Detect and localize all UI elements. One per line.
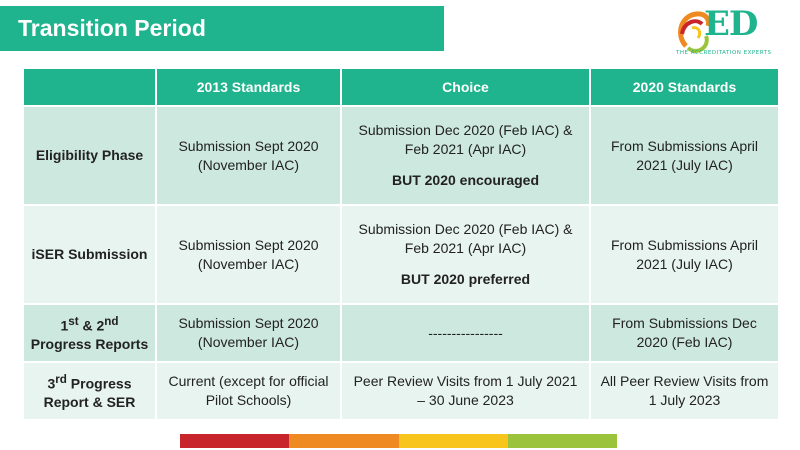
cell-choice: [341, 205, 590, 304]
header-2020: 2020 Standards: [590, 68, 779, 106]
cell-2013: Submission Sept 2020 (November IAC): [156, 205, 341, 304]
cell-2020: From Submissions Dec 2020 (Feb IAC): [590, 304, 779, 362]
table-row: [23, 205, 779, 304]
table-row: [23, 362, 779, 420]
logo-tagline: THE ACCREDITATION EXPERTS: [676, 50, 772, 56]
choice-text: Submission Dec 2020 (Feb IAC) & Feb 2021 (Apr IAC): [358, 122, 573, 157]
cell-2020: All Peer Review Visits from 1 July 2023: [590, 362, 779, 420]
color-bar: [180, 434, 617, 448]
header-blank: [23, 68, 156, 106]
row-label: 3rd Progress Report & SER: [23, 362, 156, 420]
header-choice: Choice: [341, 68, 590, 106]
logo-text: ED: [704, 4, 758, 44]
row-label: 1st & 2nd Progress Reports: [23, 304, 156, 362]
choice-text: Submission Dec 2020 (Feb IAC) & Feb 2021 (Apr IAC): [358, 221, 573, 256]
row-label: Eligibility Phase: [23, 106, 156, 205]
table-row: [23, 106, 779, 205]
row-label: iSER Submission: [23, 205, 156, 304]
cell-choice: ----------------: [341, 304, 590, 362]
bar-segment-yellow: [399, 434, 508, 448]
choice-note: BUT 2020 preferred: [400, 271, 531, 287]
cell-2013: Current (except for official Pilot Schools): [156, 362, 341, 420]
slide-title: Transition Period: [18, 15, 206, 41]
bar-segment-red: [180, 434, 289, 448]
cell-choice: [341, 106, 590, 205]
bar-segment-green: [508, 434, 617, 448]
cell-choice: Peer Review Visits from 1 July 2021 – 30 June 2023: [341, 362, 590, 420]
cell-2020: From Submissions April 2021 (July IAC): [590, 205, 779, 304]
table-row: [23, 304, 779, 362]
cell-2020: From Submissions April 2021 (July IAC): [590, 106, 779, 205]
transition-table: [22, 67, 780, 421]
cell-2013: Submission Sept 2020 (November IAC): [156, 106, 341, 205]
header-2013: 2013 Standards: [156, 68, 341, 106]
cell-2013: Submission Sept 2020 (November IAC): [156, 304, 341, 362]
bar-segment-orange: [289, 434, 398, 448]
choice-note: BUT 2020 encouraged: [391, 172, 540, 188]
header-row: [23, 68, 779, 106]
title-banner: [0, 6, 444, 51]
